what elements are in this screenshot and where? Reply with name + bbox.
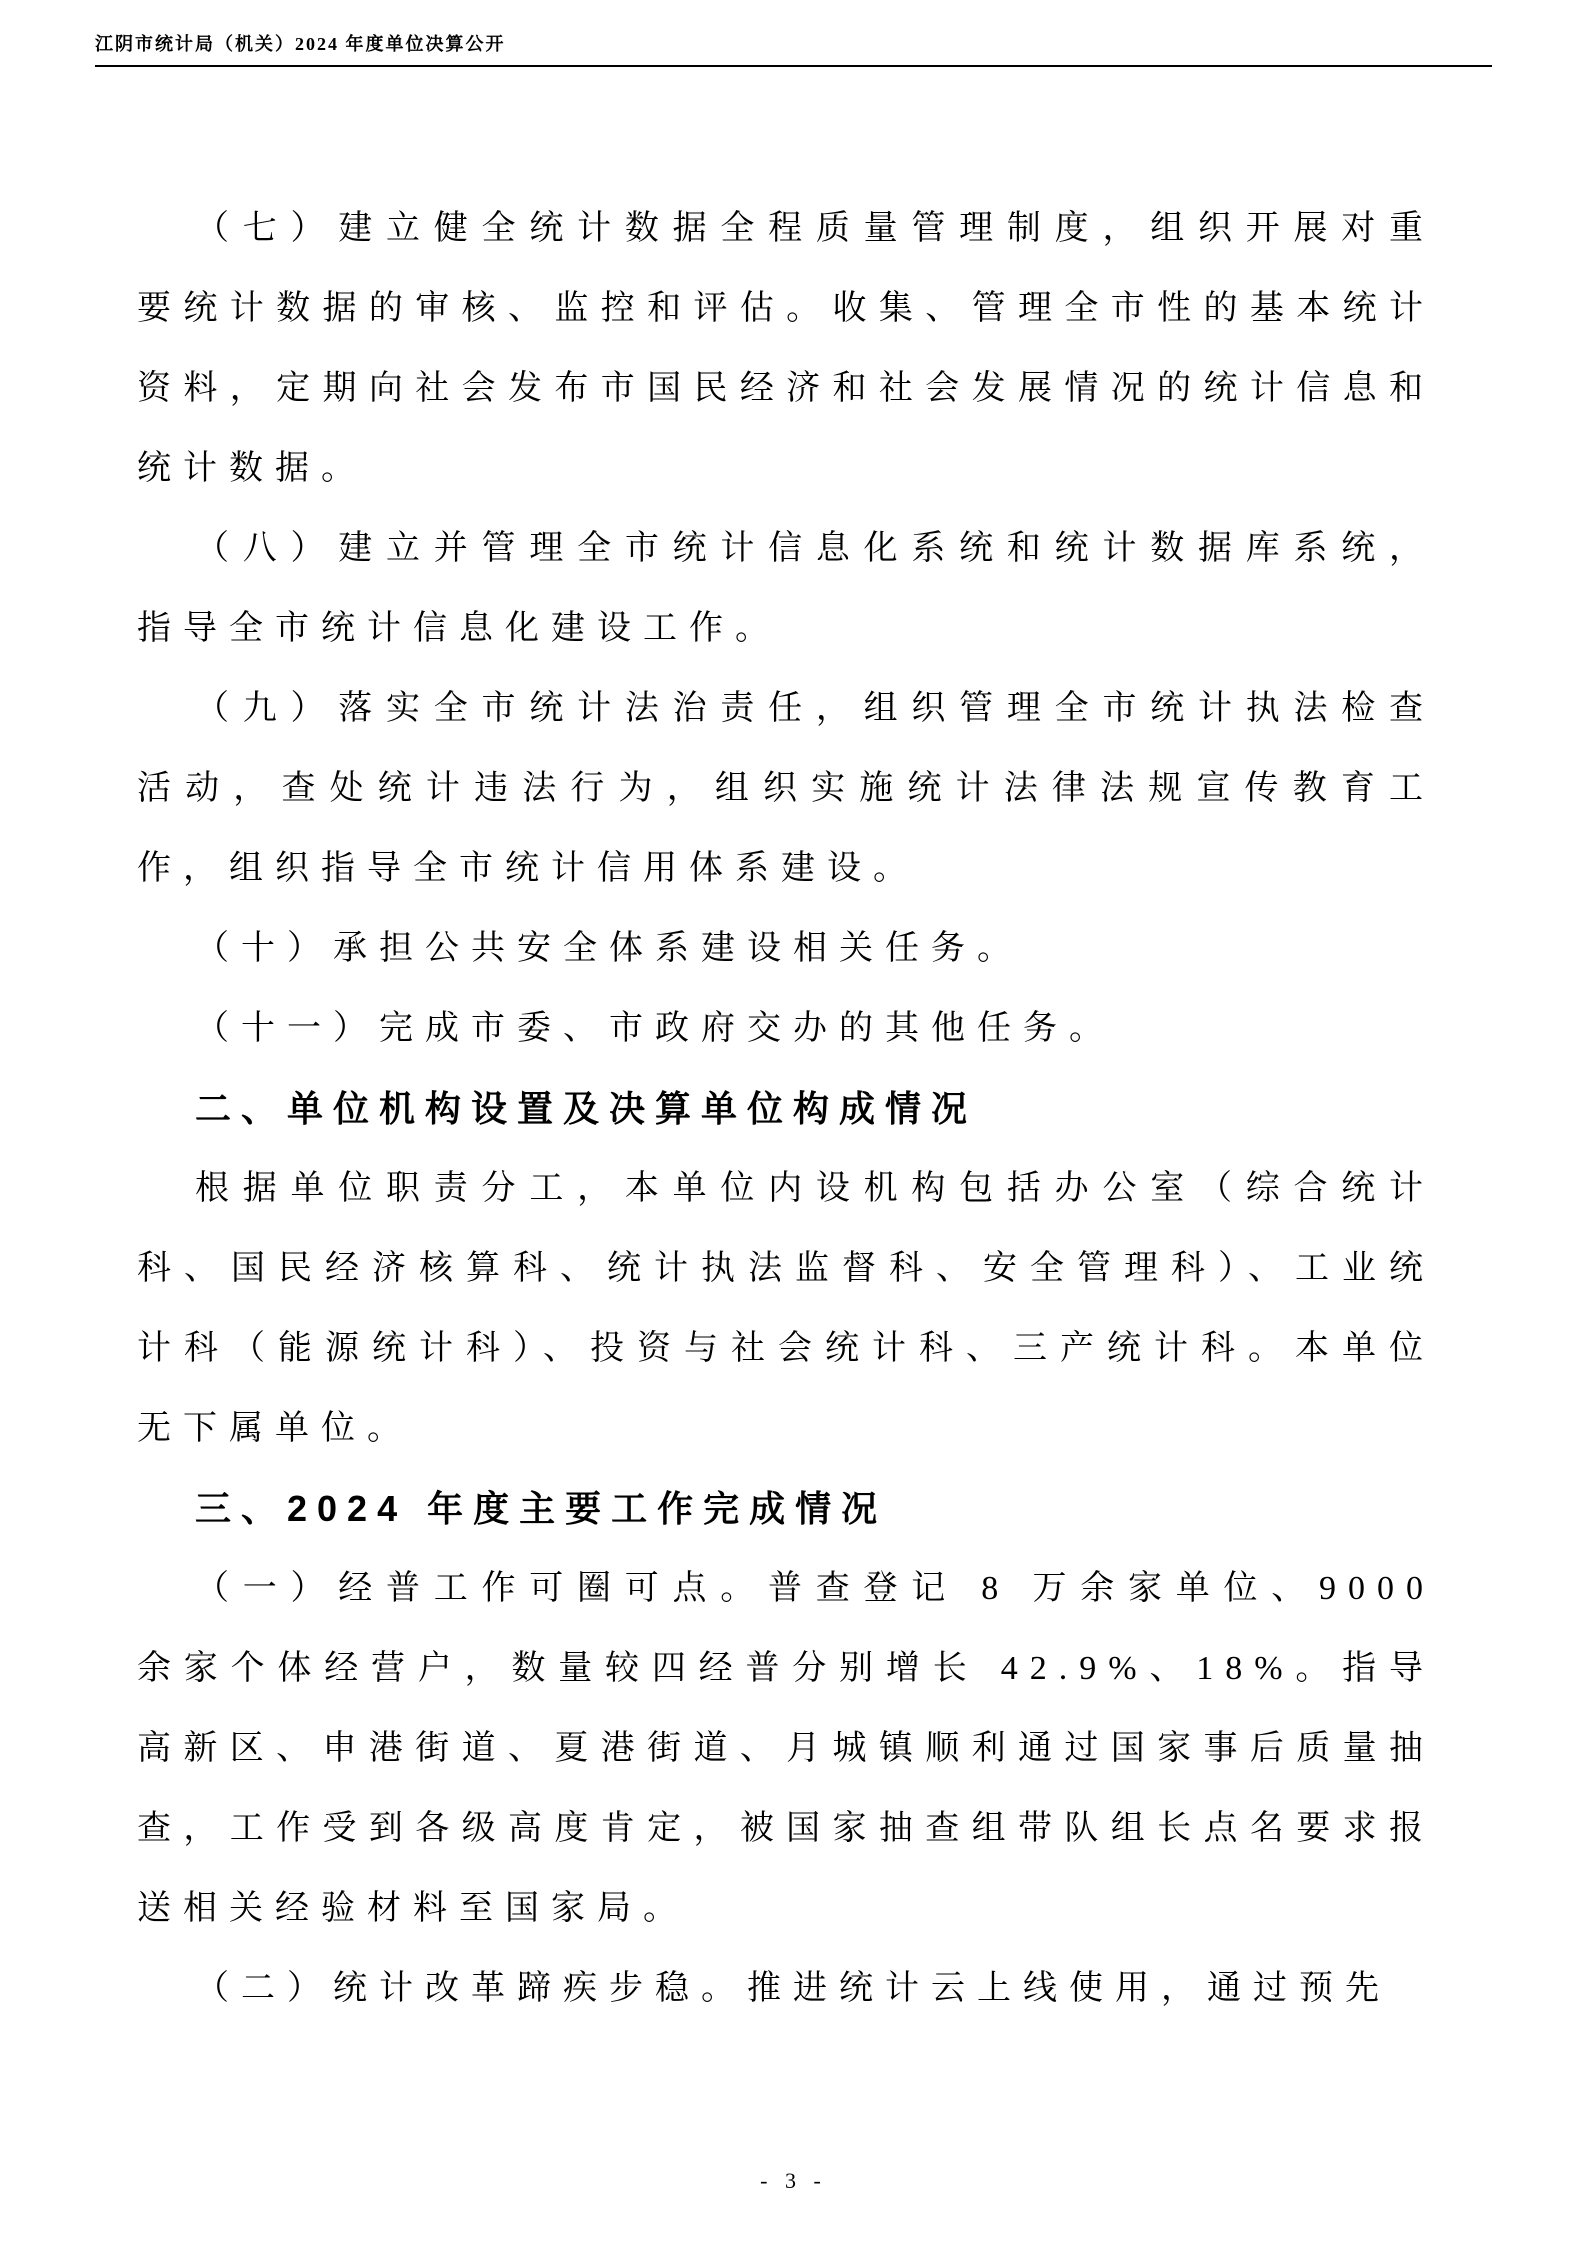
paragraph: 根据单位职责分工，本单位内设机构包括办公室（综合统计科、国民经济核算科、统计执法监督科、安全管理科）、工业统计科（能源统计科）、投资与社会统计科、三产统计科。本单位无下属单位。 — [137, 1170, 1435, 1447]
header-rule — [95, 65, 1492, 67]
paragraph: （一）经普工作可圈可点。普查登记 8 万余家单位、9000 余家个体经营户，数量较四经普分别增长 42.9%、18%。指导高新区、申港街道、夏港街道、月城镇顺利通过国家事后质量抽查，工作受到各级高度肯定，被国家抽查组带队组长点名要求报送相关经验材料至国家局。 — [137, 1570, 1435, 1927]
paragraph: （八）建立并管理全市统计信息化系统和统计数据库系统，指导全市统计信息化建设工作。 — [137, 530, 1435, 647]
paragraph: （二）统计改革蹄疾步稳。推进统计云上线使用，通过预先 — [195, 1970, 1391, 2007]
paragraph: （十）承担公共安全体系建设相关任务。 — [195, 930, 1023, 967]
page-header — [95, 30, 1492, 67]
paragraph: （九）落实全市统计法治责任，组织管理全市统计执法检查活动，查处统计违法行为，组织实施统计法律法规宣传教育工作，组织指导全市统计信用体系建设。 — [137, 690, 1435, 887]
section-heading: 三、2024 年度主要工作完成情况 — [195, 1488, 888, 1529]
page-footer — [0, 2168, 1587, 2194]
document-body — [137, 189, 1435, 2029]
section-heading: 二、单位机构设置及决算单位构成情况 — [195, 1088, 978, 1129]
page-number: - 3 - — [760, 2168, 827, 2193]
paragraph: （七）建立健全统计数据全程质量管理制度，组织开展对重要统计数据的审核、监控和评估。收集、管理全市性的基本统计资料，定期向社会发布市国民经济和社会发展情况的统计信息和统计数据。 — [137, 210, 1435, 487]
header-title: 江阴市统计局（机关）2024 年度单位决算公开 — [95, 34, 506, 54]
paragraph: （十一）完成市委、市政府交办的其他任务。 — [195, 1010, 1115, 1047]
